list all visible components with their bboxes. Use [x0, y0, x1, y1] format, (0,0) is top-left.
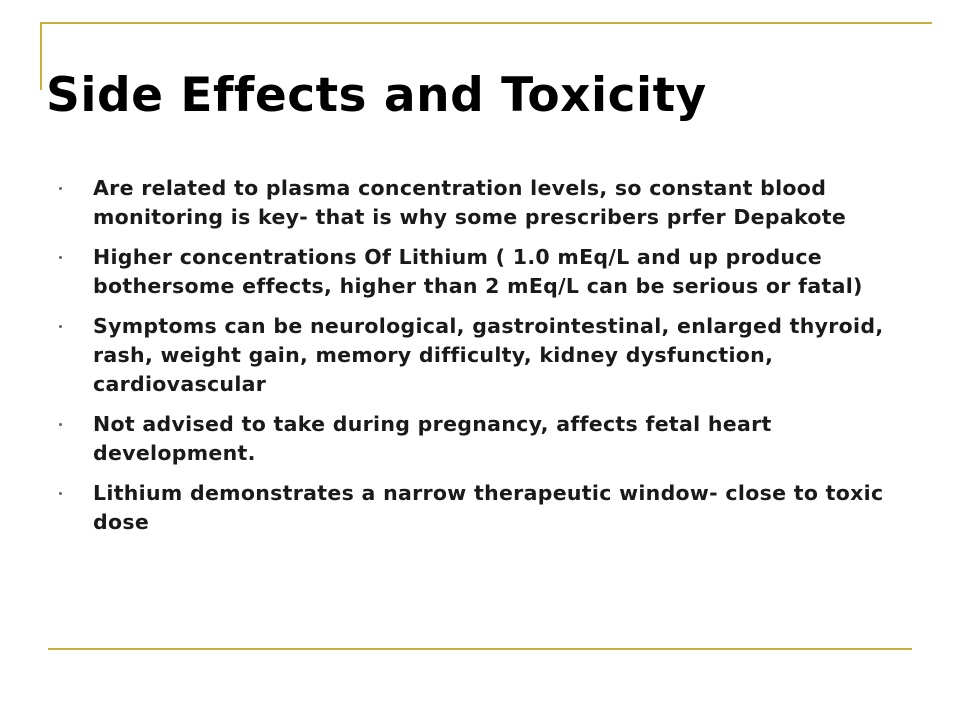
bullet-item	[56, 312, 916, 399]
bullet-item	[56, 243, 916, 301]
bullet-dot-icon	[59, 325, 62, 328]
bullet-dot-icon	[59, 423, 62, 426]
top-accent-rule	[40, 22, 932, 24]
bullet-list	[56, 174, 916, 548]
bullet-text: Are related to plasma concentration levels, so constant blood monitoring is key- that is why some prescribers prfer Depakote	[93, 176, 847, 229]
bullet-text: Not advised to take during pregnancy, affects fetal heart development.	[93, 412, 772, 465]
bullet-item	[56, 410, 916, 468]
bullet-item	[56, 479, 916, 537]
bullet-text: Symptoms can be neurological, gastrointestinal, enlarged thyroid, rash, weight gain, memory difficulty, kidney dysfunction, cardiovascular	[93, 314, 884, 396]
bullet-dot-icon	[59, 492, 62, 495]
bullet-item	[56, 174, 916, 232]
bullet-dot-icon	[59, 187, 62, 190]
bullet-text: Higher concentrations Of Lithium ( 1.0 mEq/L and up produce bothersome effects, higher than 2 mEq/L can be serious or fatal)	[93, 245, 863, 298]
slide-title: Side Effects and Toxicity	[46, 68, 707, 123]
bullet-text: Lithium demonstrates a narrow therapeutic window- close to toxic dose	[93, 481, 884, 534]
bullet-dot-icon	[59, 256, 62, 259]
bottom-accent-rule	[48, 648, 912, 650]
left-accent-rule	[40, 22, 42, 90]
